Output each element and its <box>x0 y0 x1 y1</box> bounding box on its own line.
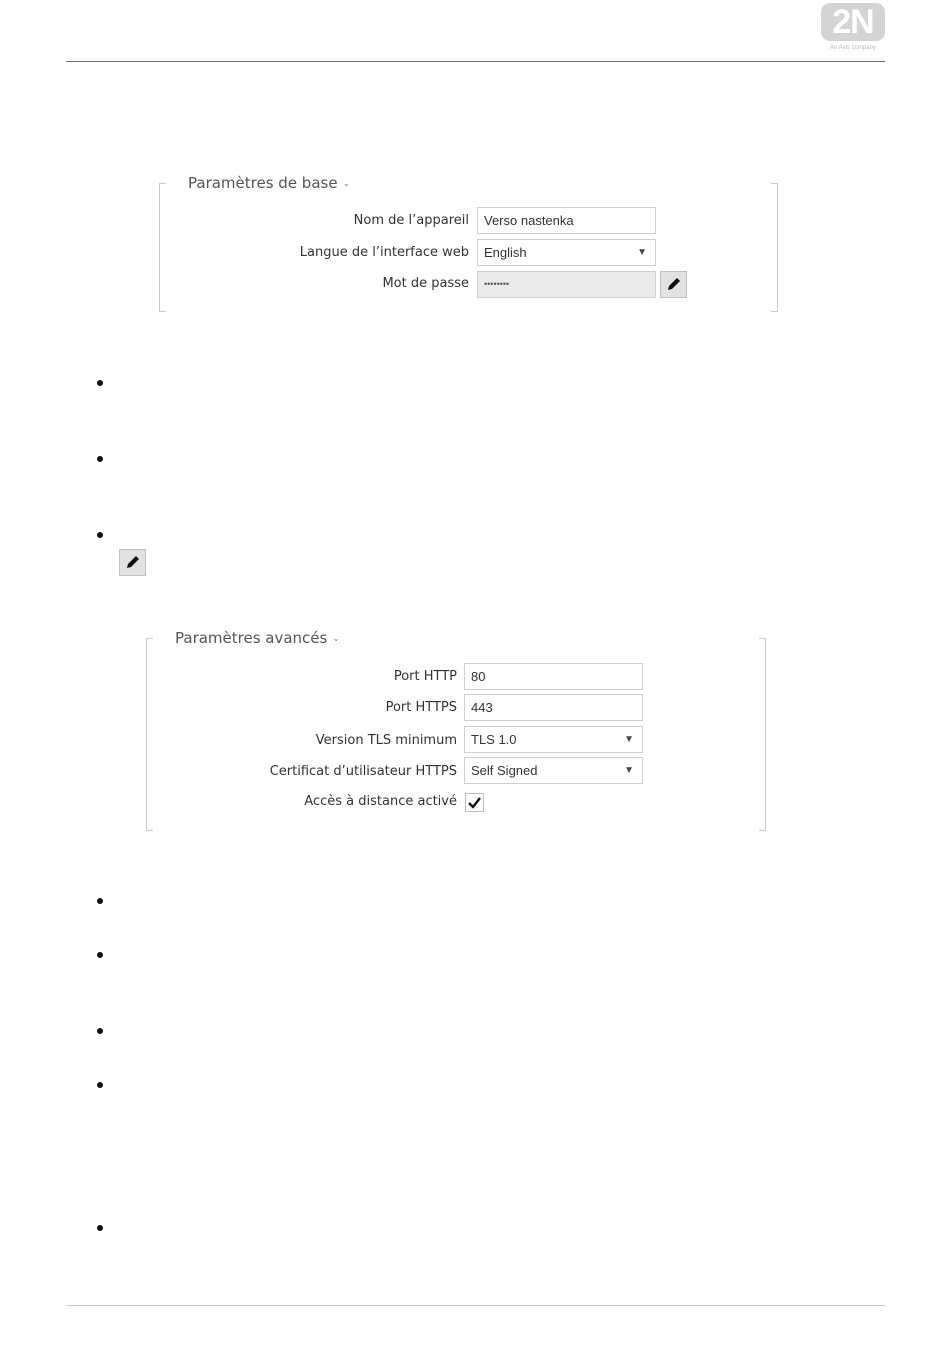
password-edit-button[interactable] <box>660 271 687 298</box>
bullet-point <box>97 456 103 462</box>
https-cert-row <box>146 758 457 785</box>
chevron-down-icon: ⌄ <box>342 179 351 189</box>
panel-bracket-right <box>771 183 778 312</box>
pencil-icon <box>661 272 686 297</box>
dropdown-arrow-icon: ▼ <box>624 765 634 776</box>
device-name-input[interactable]: Verso nastenka <box>477 207 656 234</box>
password-label: Mot de passe <box>382 276 469 291</box>
bullet-point <box>97 1028 103 1034</box>
dropdown-arrow-icon: ▼ <box>637 247 647 258</box>
device-name-label: Nom de l’appareil <box>353 213 469 228</box>
web-language-select[interactable] <box>477 239 656 266</box>
web-language-value: English <box>484 245 527 260</box>
https-cert-label: Certificat d’utilisateur HTTPS <box>269 764 457 779</box>
header-divider <box>66 61 885 62</box>
remote-access-row <box>146 788 457 815</box>
logo-subtext: An Axis company <box>829 45 877 51</box>
bullet-point <box>97 532 103 538</box>
basic-settings-title-text: Paramètres de base <box>188 174 338 192</box>
edit-button-illustration <box>119 549 146 576</box>
device-name-row <box>159 207 469 234</box>
tls-version-row <box>146 727 457 754</box>
bullet-point <box>97 1225 103 1231</box>
advanced-settings-title[interactable] <box>171 629 344 647</box>
password-row <box>159 270 469 297</box>
bullet-point <box>97 380 103 386</box>
https-port-label: Port HTTPS <box>385 700 457 715</box>
logo-mark: 2N <box>821 3 885 41</box>
basic-settings-title[interactable] <box>184 174 354 192</box>
http-port-input[interactable]: 80 <box>464 663 643 690</box>
http-port-row <box>146 663 457 690</box>
bullet-point <box>97 898 103 904</box>
chevron-down-icon: ⌄ <box>332 634 340 644</box>
https-cert-select[interactable] <box>464 757 643 784</box>
tls-version-value: TLS 1.0 <box>471 732 517 747</box>
tls-version-select[interactable] <box>464 726 643 753</box>
remote-access-checkbox[interactable] <box>465 793 484 812</box>
password-field: •••••••• <box>477 271 656 298</box>
tls-version-label: Version TLS minimum <box>315 733 457 748</box>
advanced-settings-title-text: Paramètres avancés <box>175 629 328 647</box>
footer-divider <box>66 1305 885 1306</box>
web-language-row <box>159 239 469 266</box>
https-port-input[interactable]: 443 <box>464 694 643 721</box>
https-cert-value: Self Signed <box>471 763 538 778</box>
bullet-point <box>97 952 103 958</box>
checkmark-icon <box>466 794 483 811</box>
panel-bracket-right <box>759 638 766 831</box>
web-language-label: Langue de l’interface web <box>299 245 469 260</box>
remote-access-label: Accès à distance activé <box>304 794 457 809</box>
company-logo <box>821 3 885 55</box>
dropdown-arrow-icon: ▼ <box>624 734 634 745</box>
http-port-label: Port HTTP <box>393 669 457 684</box>
bullet-point <box>97 1082 103 1088</box>
https-port-row <box>146 694 457 721</box>
pencil-icon <box>120 550 145 575</box>
